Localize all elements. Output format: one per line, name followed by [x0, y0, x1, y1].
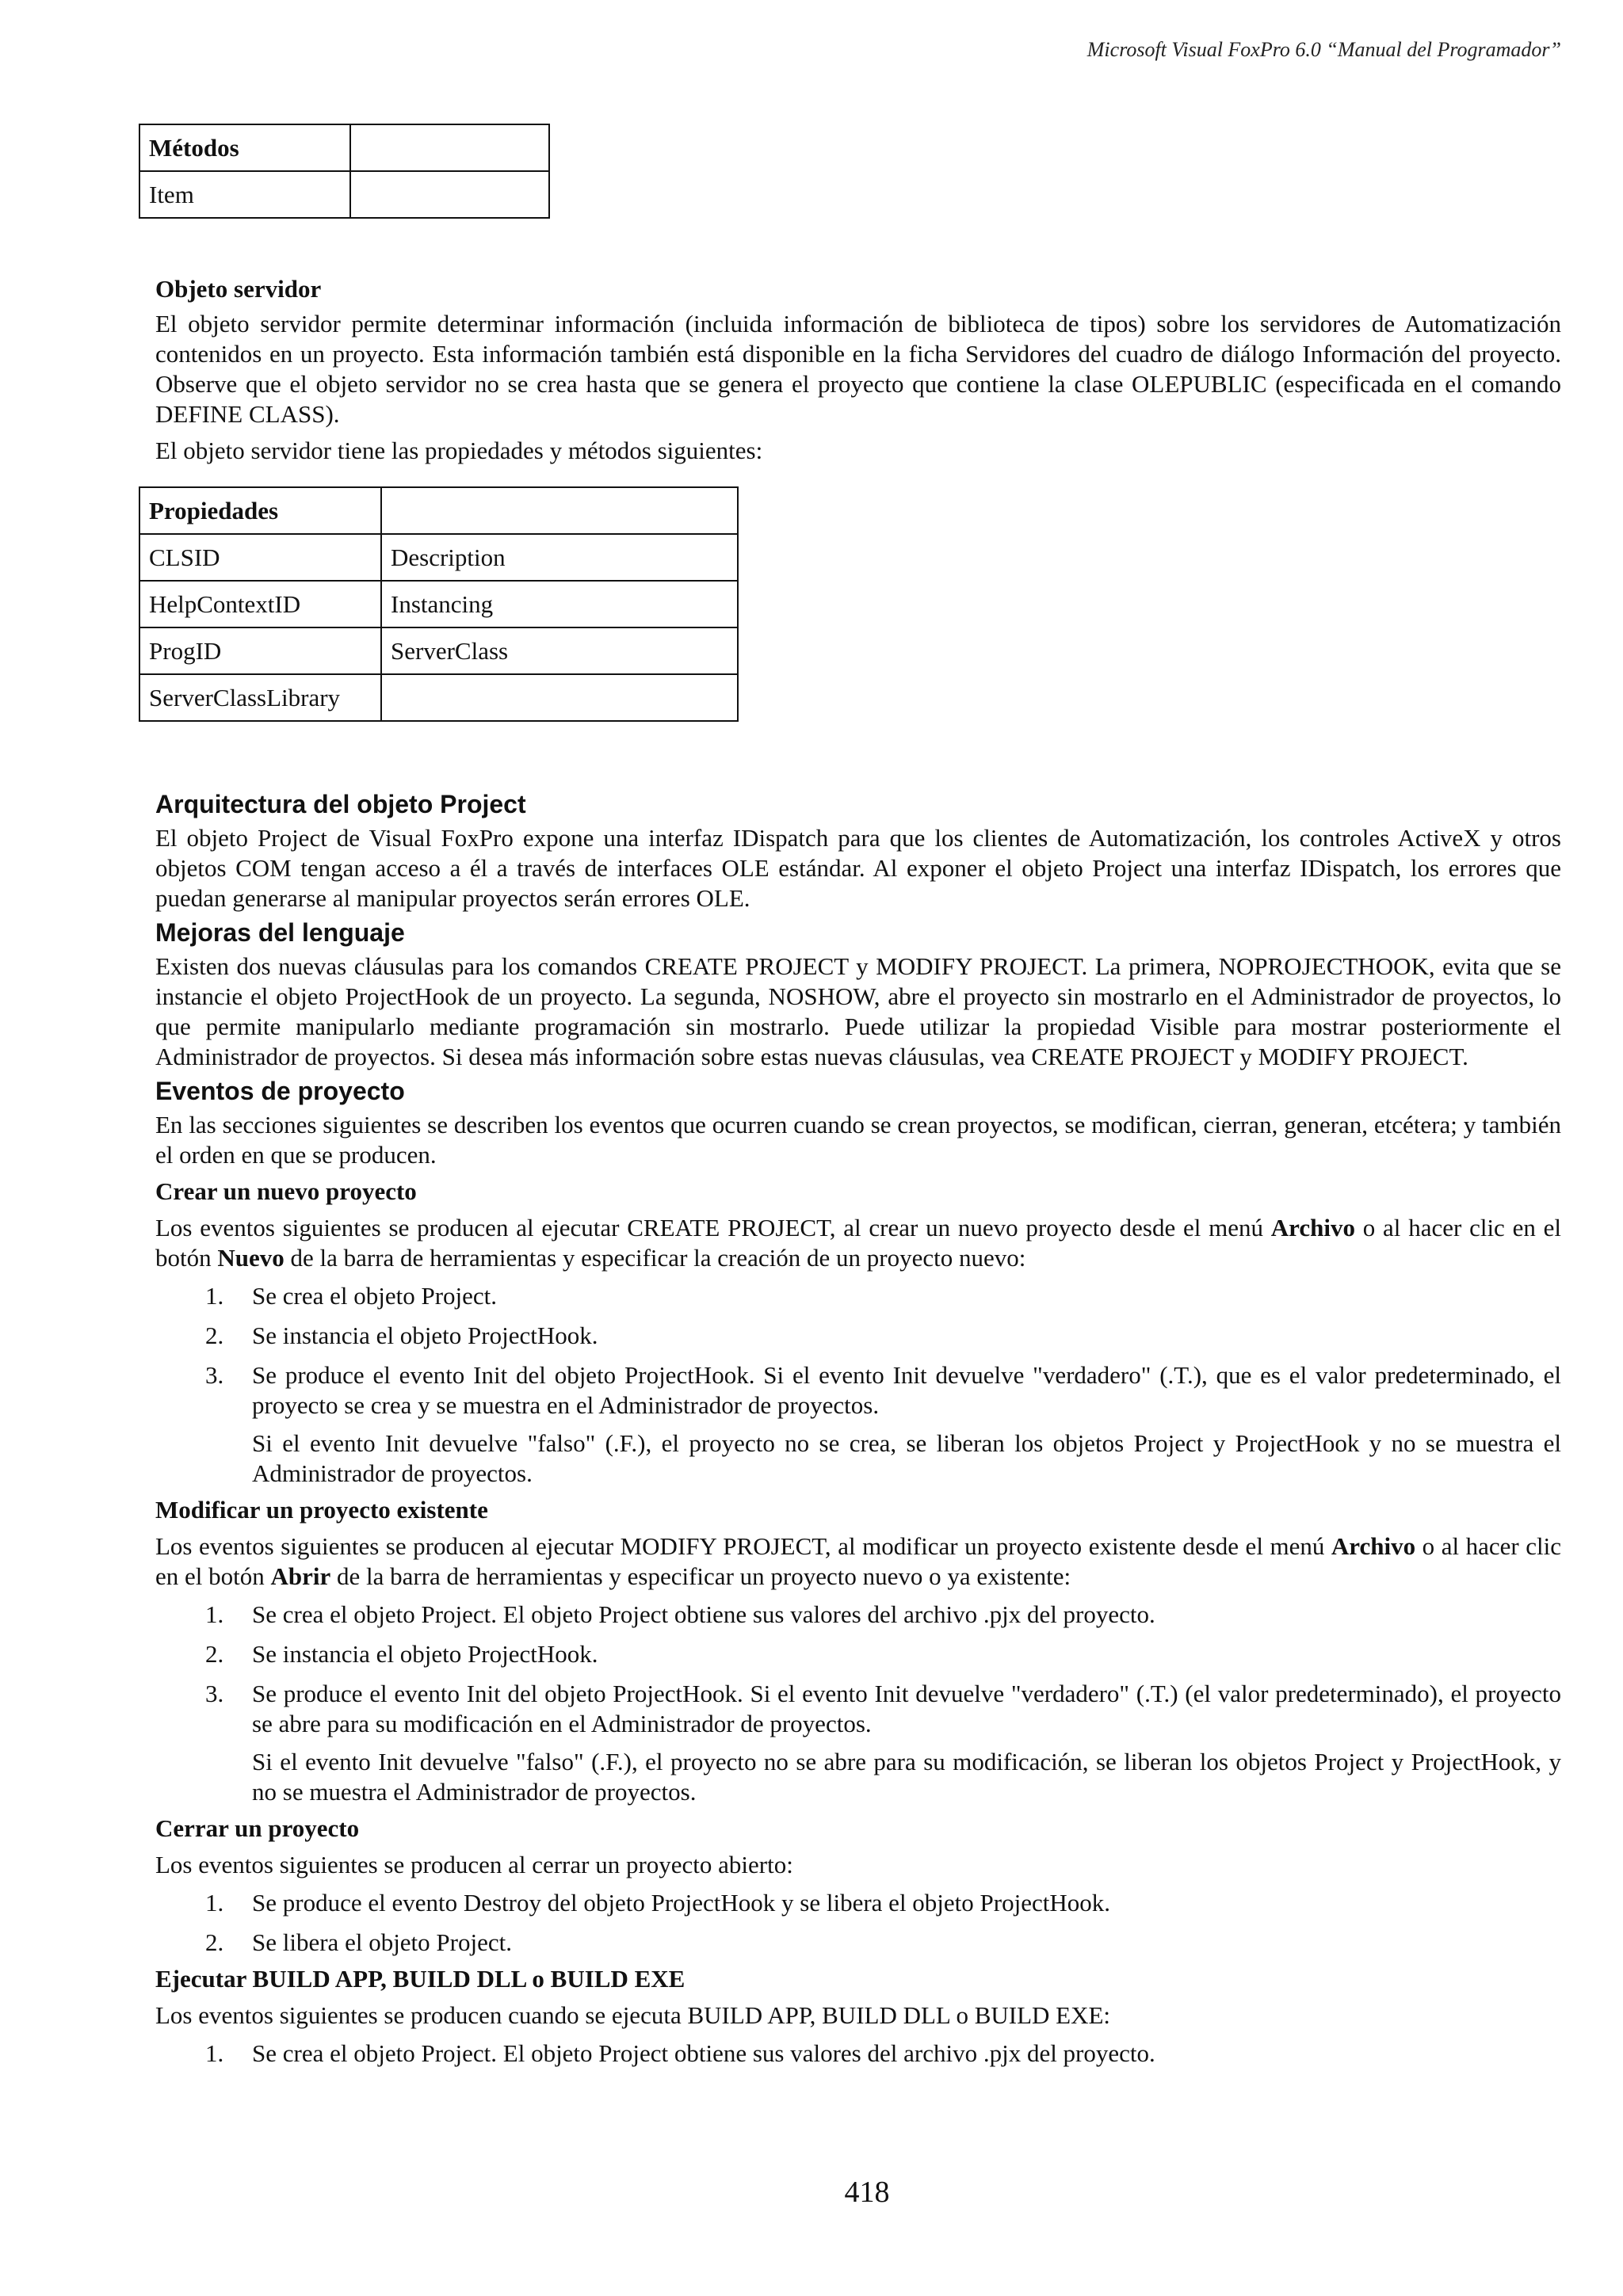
list-number: 2.	[205, 1928, 224, 1956]
list-item	[155, 2039, 1561, 2069]
menu-name: Archivo	[1331, 1532, 1416, 1560]
paragraph: El objeto servidor tiene las propiedades y métodos siguientes:	[155, 437, 763, 464]
list-number: 1.	[205, 2039, 224, 2067]
button-name: Nuevo	[217, 1244, 285, 1272]
numbered-list	[155, 1600, 1561, 1807]
section-heading: Eventos de proyecto	[155, 1077, 405, 1105]
list-item-text: Se libera el objeto Project.	[252, 1928, 512, 1956]
table-cell	[381, 487, 738, 534]
list-item-text: Se produce el evento Init del objeto ProjectHook. Si el evento Init devuelve "verdadero" (.T.), que es el valor predeterminado, el proyecto se crea y se muestra en el Administrador de proyectos.	[252, 1361, 1561, 1419]
subsection-heading: Cerrar un proyecto	[155, 1814, 360, 1842]
list-number: 2.	[205, 1322, 224, 1349]
running-header: Microsoft Visual FoxPro 6.0 “Manual del Programador”	[1086, 38, 1561, 61]
paragraph: Los eventos siguientes se producen cuando se ejecuta BUILD APP, BUILD DLL o BUILD EXE:	[155, 2001, 1111, 2029]
subsection-heading: Modificar un proyecto existente	[155, 1496, 488, 1524]
list-item-text: Se crea el objeto Project. El objeto Project obtiene sus valores del archivo .pjx del proyecto.	[252, 2039, 1155, 2067]
table-row	[139, 487, 738, 534]
table-cell: ProgID	[139, 627, 381, 674]
list-number: 1.	[205, 1282, 224, 1310]
paragraph: El objeto Project de Visual FoxPro expone una interfaz IDispatch para que los clientes de Automatización, los controles ActiveX y otros objetos COM tengan acceso a él a través de interfaces OLE estándar. Al exponer el objeto Project una interfaz IDispatch, los errores que puedan generarse al manipular proyectos serán errores OLE.	[155, 824, 1561, 912]
list-item	[155, 1600, 1561, 1630]
list-item-text: Se produce el evento Destroy del objeto ProjectHook y se libera el objeto ProjectHook.	[252, 1889, 1110, 1917]
list-number: 3.	[205, 1680, 224, 1707]
page-number: 418	[844, 2176, 890, 2209]
table-cell: Instancing	[381, 581, 738, 627]
list-item-text: Se crea el objeto Project. El objeto Project obtiene sus valores del archivo .pjx del proyecto.	[252, 1600, 1155, 1628]
button-name: Abrir	[270, 1562, 331, 1590]
table-row	[139, 627, 738, 674]
metodos-table	[139, 124, 550, 219]
section-heading: Mejoras del lenguaje	[155, 918, 405, 947]
paragraph: En las secciones siguientes se describen los eventos que ocurren cuando se crean proyectos, se modifican, cierran, generan, etcétera; y también el orden en que se producen.	[155, 1111, 1561, 1169]
subsection-heading: Ejecutar BUILD APP, BUILD DLL o BUILD EXE	[155, 1965, 685, 1993]
list-number: 1.	[205, 1889, 224, 1917]
list-item-text: Se instancia el objeto ProjectHook.	[252, 1322, 598, 1349]
paragraph	[155, 1213, 1561, 1273]
text-run: Los eventos siguientes se producen al ejecutar MODIFY PROJECT, al modificar un proyecto existente desde el menú	[155, 1532, 1331, 1560]
list-item	[155, 1888, 1561, 1918]
subsection-heading: Crear un nuevo proyecto	[155, 1177, 417, 1205]
list-item-note: Si el evento Init devuelve "falso" (.F.), el proyecto no se crea, se liberan los objetos Project y ProjectHook y no se muestra el Administrador de proyectos.	[252, 1429, 1561, 1487]
table-cell: Item	[139, 171, 350, 218]
table-cell	[381, 674, 738, 721]
paragraph: Los eventos siguientes se producen al cerrar un proyecto abierto:	[155, 1851, 793, 1878]
list-number: 3.	[205, 1361, 224, 1389]
paragraph: El objeto servidor permite determinar información (incluida información de biblioteca de tipos) sobre los servidores de Automatización contenidos en un proyecto. Esta información también está disponible en la ficha Servidores del cuadro de diálogo Información del proyecto. Observe que el objeto servidor no se crea hasta que se genera el proyecto que contiene la clase OLEPUBLIC (especificada en el comando DEFINE CLASS).	[155, 310, 1561, 428]
list-item-text: Se instancia el objeto ProjectHook.	[252, 1640, 598, 1668]
list-item	[155, 1281, 1561, 1311]
text-run: de la barra de herramientas y especificar la creación de un proyecto nuevo:	[284, 1244, 1026, 1272]
list-item-text: Se produce el evento Init del objeto ProjectHook. Si el evento Init devuelve "verdadero" (.T.) (el valor predeterminado), el proyecto se abre para su modificación en el Administrador de proyectos.	[252, 1680, 1561, 1737]
main-text	[155, 788, 1561, 2069]
list-item	[155, 1360, 1561, 1489]
numbered-list	[155, 1281, 1561, 1489]
text-run: o al hacer clic en el botón	[155, 1532, 1562, 1590]
list-item	[155, 1928, 1561, 1958]
table-row	[139, 171, 549, 218]
section-heading: Objeto servidor	[155, 275, 322, 303]
text-run: Los eventos siguientes se producen al ejecutar CREATE PROJECT, al crear un nuevo proyecto desde el menú	[155, 1214, 1271, 1241]
paragraph: Existen dos nuevas cláusulas para los comandos CREATE PROJECT y MODIFY PROJECT. La primera, NOPROJECTHOOK, evita que se instancie el objeto ProjectHook de un proyecto. La segunda, NOSHOW, abre el proyecto sin mostrarlo en el Administrador de proyectos, lo que permite manipularlo mediante programación sin mostrarlo. Puede utilizar la propiedad Visible para mostrar posteriormente el Administrador de proyectos. Si desea más información sobre estas nuevas cláusulas, vea CREATE PROJECT y MODIFY PROJECT.	[155, 952, 1561, 1070]
numbered-list	[155, 2039, 1561, 2069]
table-cell: HelpContextID	[139, 581, 381, 627]
list-item	[155, 1679, 1561, 1807]
table-row	[139, 674, 738, 721]
table-cell: CLSID	[139, 534, 381, 581]
text-run: o al hacer clic en el botón	[155, 1214, 1561, 1272]
objeto-servidor-section	[155, 274, 1561, 466]
numbered-list	[155, 1888, 1561, 1958]
list-item-note: Si el evento Init devuelve "falso" (.F.), el proyecto no se abre para su modificación, se liberan los objetos Project y ProjectHook, y no se muestra el Administrador de proyectos.	[252, 1748, 1561, 1806]
table-row	[139, 124, 549, 171]
table-row	[139, 534, 738, 581]
table-cell: ServerClass	[381, 627, 738, 674]
paragraph	[155, 1531, 1561, 1592]
list-number: 2.	[205, 1640, 224, 1668]
table-cell	[350, 171, 549, 218]
table-cell	[350, 124, 549, 171]
table-row	[139, 581, 738, 627]
propiedades-table	[139, 486, 739, 722]
table-cell: ServerClassLibrary	[139, 674, 381, 721]
table-header-cell: Propiedades	[139, 487, 381, 534]
table-cell: Description	[381, 534, 738, 581]
list-item	[155, 1639, 1561, 1669]
text-run: de la barra de herramientas y especificar un proyecto nuevo o ya existente:	[330, 1562, 1071, 1590]
list-item	[155, 1321, 1561, 1351]
table-header-cell: Métodos	[139, 124, 350, 171]
menu-name: Archivo	[1270, 1214, 1355, 1241]
list-number: 1.	[205, 1600, 224, 1628]
section-heading: Arquitectura del objeto Project	[155, 790, 526, 818]
list-item-text: Se crea el objeto Project.	[252, 1282, 498, 1310]
